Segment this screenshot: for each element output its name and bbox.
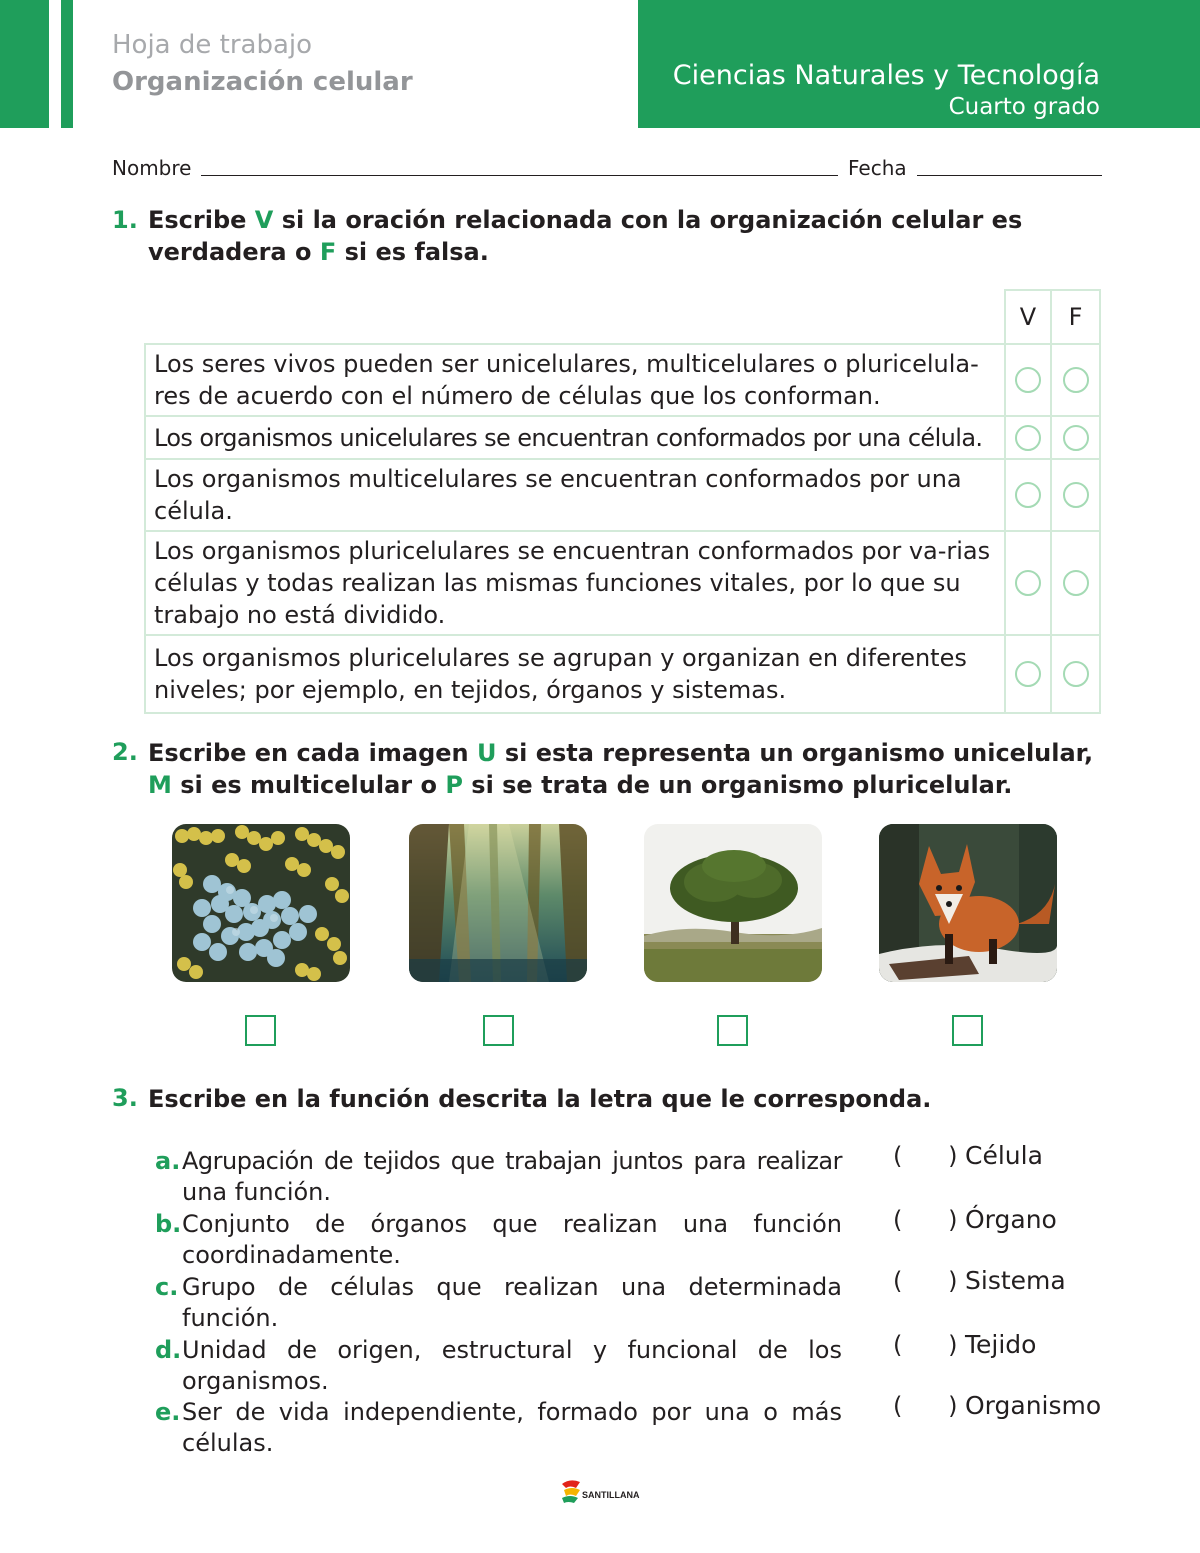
definition-b: b. Conjunto de órganos que realizan una función coordinadamente. [155, 1210, 842, 1269]
question-2-text: Escribe en cada imagen U si esta representa un organismo unicelular, M si es multicelular o P si se trata de un organismo pluricelular. [148, 739, 1094, 799]
term-organo: Órgano [965, 1205, 1057, 1234]
circle-icon [1015, 661, 1041, 687]
option-f-3[interactable] [1051, 459, 1100, 531]
definition-letter: c. [155, 1273, 179, 1301]
definition-d: d. Unidad de origen, estructural y funcional de los organismos. [155, 1336, 842, 1395]
definition-a: a. Agrupación de tejidos que trabajan juntos para realizar una función. [155, 1147, 842, 1206]
option-v-2[interactable] [1005, 416, 1051, 459]
question-1-number: 1. [112, 206, 138, 234]
answer-box-4[interactable] [952, 1015, 983, 1046]
subject-title: Ciencias Naturales y Tecnología [672, 60, 1100, 91]
statement-5: Los organismos pluricelulares se agrupan y organizan en diferentes niveles; por ejemplo, en tejidos, órganos y sistemas. [145, 635, 1005, 713]
option-f-1[interactable] [1051, 344, 1100, 416]
term-sistema: Sistema [965, 1266, 1066, 1295]
bacteria-photo [172, 824, 350, 982]
circle-icon [1015, 367, 1041, 393]
header-accent-bar [0, 0, 49, 128]
column-header-f: F [1051, 290, 1100, 344]
definition-letter: e. [155, 1398, 181, 1426]
circle-icon [1063, 661, 1089, 687]
tree-photo [644, 824, 822, 982]
circle-icon [1063, 570, 1089, 596]
circle-icon [1063, 425, 1089, 451]
name-label: Nombre [112, 156, 192, 180]
definition-letter: b. [155, 1210, 182, 1238]
grade-label: Cuarto grado [948, 94, 1100, 120]
circle-icon [1015, 425, 1041, 451]
answer-blank-2[interactable]: ( ) [893, 1206, 958, 1234]
sheet-type: Hoja de trabajo [112, 30, 313, 60]
kelp-forest-photo [409, 824, 587, 982]
term-organismo: Organismo [965, 1391, 1102, 1420]
option-v-5[interactable] [1005, 635, 1051, 713]
circle-icon [1015, 482, 1041, 508]
statement-2: Los organismos unicelulares se encuentran conformados por una célula. [145, 416, 1005, 459]
publisher-logo [560, 1478, 642, 1504]
header-accent-bar-thin [61, 0, 73, 128]
option-v-1[interactable] [1005, 344, 1051, 416]
question-2-number: 2. [112, 738, 138, 766]
answer-box-1[interactable] [245, 1015, 276, 1046]
answer-blank-1[interactable]: ( ) [893, 1142, 958, 1170]
option-f-4[interactable] [1051, 531, 1100, 635]
answer-blank-3[interactable]: ( ) [893, 1267, 958, 1295]
true-false-table [144, 289, 1101, 714]
date-field[interactable] [917, 175, 1102, 176]
question-3-number: 3. [112, 1084, 138, 1112]
answer-blank-5[interactable]: ( ) [893, 1392, 958, 1420]
circle-icon [1063, 367, 1089, 393]
column-header-v: V [1005, 290, 1051, 344]
definition-letter: d. [155, 1336, 182, 1364]
answer-blank-4[interactable]: ( ) [893, 1331, 958, 1359]
svg-text:SANTILLANA: SANTILLANA [582, 1490, 640, 1500]
statement-4: Los organismos pluricelulares se encuentran conformados por va-rias células y todas realizan las mismas funciones vitales, por lo que su trabajo no está dividido. [145, 531, 1005, 635]
definition-letter: a. [155, 1147, 181, 1175]
circle-icon [1015, 570, 1041, 596]
term-celula: Célula [965, 1141, 1043, 1170]
name-field[interactable] [201, 175, 838, 176]
definition-e: e. Ser de vida independiente, formado por una o más células. [155, 1398, 842, 1457]
option-v-3[interactable] [1005, 459, 1051, 531]
option-f-5[interactable] [1051, 635, 1100, 713]
answer-box-3[interactable] [717, 1015, 748, 1046]
fox-photo [879, 824, 1057, 982]
option-f-2[interactable] [1051, 416, 1100, 459]
subject-banner [638, 0, 1200, 128]
answer-box-2[interactable] [483, 1015, 514, 1046]
term-tejido: Tejido [965, 1330, 1037, 1359]
date-label: Fecha [848, 156, 907, 180]
question-1-text: Escribe V si la oración relacionada con la organización celular es verdadera o F si es falsa. [148, 206, 1023, 266]
question-3-text: Escribe en la función descrita la letra que le corresponda. [148, 1085, 932, 1113]
definition-c: c. Grupo de células que realizan una determinada función. [155, 1273, 842, 1332]
statement-3: Los organismos multicelulares se encuentran conformados por una célula. [145, 459, 1005, 531]
circle-icon [1063, 482, 1089, 508]
statement-1: Los seres vivos pueden ser unicelulares, multicelulares o pluricelula-res de acuerdo con el número de células que los conforman. [145, 344, 1005, 416]
option-v-4[interactable] [1005, 531, 1051, 635]
sheet-title: Organización celular [112, 67, 413, 97]
